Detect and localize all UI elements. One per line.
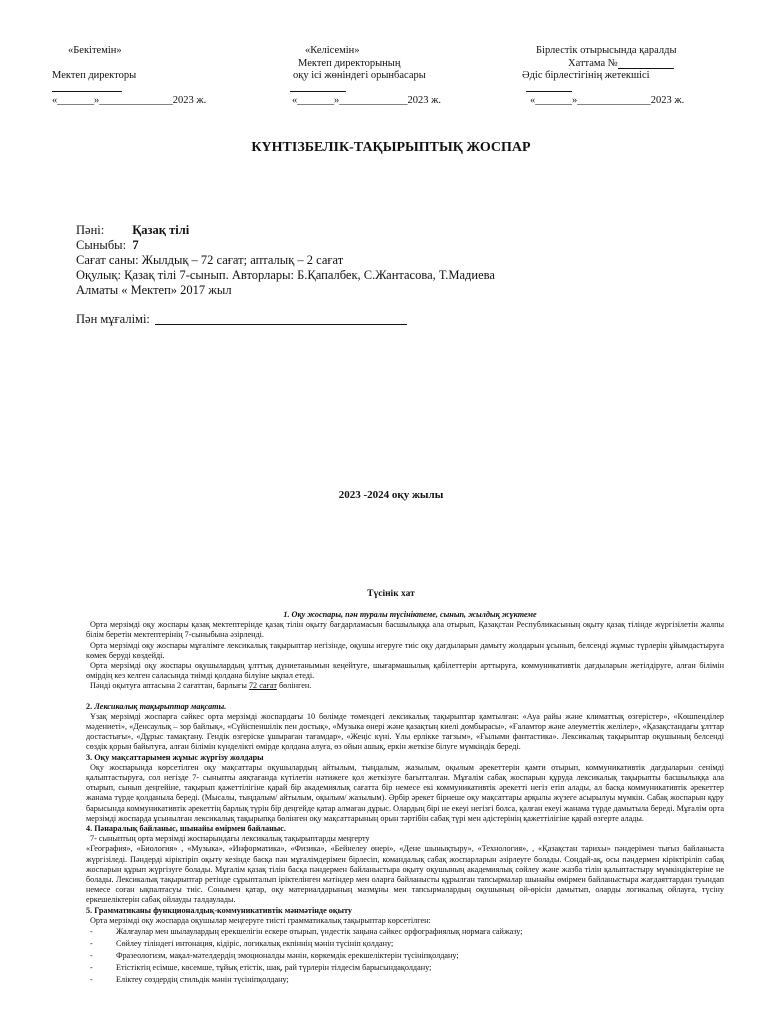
council-label: Бірлестік отырысында қаралды <box>536 45 677 56</box>
list-item: - Етістіктің есімше, көсемше, тұйық етістік, шақ, рай түрлерін тілдесім барысындақолдану; <box>86 962 724 974</box>
section-3-title: 3. Оқу мақсаттарымен жұмыс жүргізу жолдары <box>86 752 264 762</box>
section-4-title: 4. Пәнаралық байланыс, шынайы өмірмен байланыс. <box>86 824 286 834</box>
class-row <box>76 238 139 253</box>
document-title: КҮНТІЗБЕЛІК-ТАҚЫРЫПТЫҚ ЖОСПАР <box>251 140 531 155</box>
note-title: Түсінік хат <box>367 589 415 599</box>
textbook-row: Оқулық: Қазақ тілі 7-сынып. Авторлары: Б.Қапалбек, С.Жантасова, Т.Мадиева <box>76 268 495 282</box>
deputy-role-label: оқу ісі жөніндегі орынбасары <box>293 70 426 81</box>
protocol-number-label: Хаттама № <box>568 58 674 69</box>
section-2-title: 2. Лексикалық тақырыптар мақсаты. <box>86 701 227 711</box>
paragraph: 7- сыныптың орта мерзімді жоспарындағы лексикалық тақырыптарды меңгерту <box>90 834 370 844</box>
paragraph: Ұзақ мерзімді жоспарға сәйкес орта мерзімді жоспардағы 10 бөлімде төмендегі лексикалық тақырыптар қамтылған: «Ауа райы және климаттық өзгерістер», «Көшпенділер мәдениеті», «Денсаулық – зор байлық», «Сүйіспеншілік пен достық», «Музыка өнері және қазақтың киелі домбырасы», «Ғаламтор және әлеуметтік желілер», «Қазақстандағы ұлттар достастығы», «Дұрыс тамақтану. Гендік өзгеріске ұшыраған тағамдар», «Жеңіс күні. Ұлы ерлікке тағзым», «Ғылыми фантастика». Лексикалық тақырыптар оқушының белсенді сөздік қорын байытуға, алған білімін күнделікті өмірде қолдана алуға, өз ойын ашық, еркін жеткізе білуге мүмкіндік береді. <box>86 711 724 752</box>
agree-label: «Келісемін» <box>305 45 360 56</box>
list-item: - Сөйлеу тіліндегі интонация, кідіріс, логикалық екпіннің мәнін түсініп қолдану; <box>86 938 724 950</box>
paragraph: Оқу жоспарында көрсетілген оқу мақсаттары оқушылардың айтылым, тыңдалым, жазылым, оқылым әрекеттерін қамти отырып, коммуникативтік дағдыларын сенімді қалыптастыруға, сол негізде 7- сыныпты аяқтағанда күтілетін нәтижеге қол жеткізуге бағытталған. Мұғалім сабақ жоспарын құруда лексикалық тақырыпты басшылыққа ала отырып, сынып деңгейіне, тақырып қажеттілігіне қарай бір академиялық сағатта бір немесе екі коммуникативтік әрекетті негіз етіп алады, ал басқа коммуникативтік әрекеттер жанама түрде қолданыла береді. (Мысалы, тыңдалым/ айтылым, оқылым/ жазылым). Әрбір әрекет бірнеше оқу мақсаттары арқылы жүзеге асырылуы мүмкін. Сабақ жоспарын құру барысында коммуникативтік әрекеттің барлық түрін бір деңгейде қатар алмаған дұрыс. Олардың бірі не екеуі негізгі болса, қалған екеуі жанама түрде дамытыла береді. Мұғалім орта мерзімді жоспарда ұсынылған лексикалық тақырыпқа бөлінген оқу мақсаттарының орын тәртібін сабақ түрі мен әдістерінің қажеттілігіне қарай өзгерте алады. <box>86 762 724 823</box>
list-item: - Жалғаулар мен шылаулардың ерекшелігін ескере отырып, үндестік заңына сәйкес орфографиялық нормаға сайжазу; <box>86 926 724 938</box>
academic-year: 2023 -2024 оқу жылы <box>338 489 444 501</box>
list-item: - Фразеологизм, мақал-мәтелдердің эмоционалды мәнін, көркемдік ерекшеліктерін түсініпқолдану; <box>86 950 724 962</box>
signature-line <box>526 91 572 92</box>
subject-value: Қазақ тілі <box>132 223 190 237</box>
paragraph: Орта мерзімді оқу жоспары мұғалімге лексикалық тақырыптар негізінде, оқушы игеруге тиіс оқу дағдыларын дамыту жолдарын ұсынып, белсенді жұмыс түрлерін ұйымдастыруға көмек беруді көздейді. <box>86 640 724 660</box>
paragraph: Орта мерзімді оқу жоспарда оқушылар меңгеруге тиісті грамматикалық тақырыптар көрсетілген: <box>90 915 431 925</box>
class-value: 7 <box>132 238 139 252</box>
paragraph: Пәнді оқытуға аптасына 2 сағаттан, барлығы 72 сағат бөлінген. <box>90 681 312 691</box>
deputy-label: Мектеп директорының <box>298 58 401 69</box>
council-date: «_______»______________2023 ж. <box>530 95 685 106</box>
signature-line <box>52 91 122 92</box>
director-label: Мектеп директоры <box>52 70 137 81</box>
approve-date: «_______»______________2023 ж. <box>52 95 207 106</box>
section-5-title: 5. Грамматиканы функционалдық-коммуникативтік мәнмәтінде оқыту <box>86 905 352 915</box>
paragraph: Орта мерзімді оқу жоспары оқушылардың ұлттық дүниетанымын кеңейтуге, шығармашылық қабілеттерін арттыруға, коммуникативтік дағдыларын жетілдіруге, алған білімін өмірдің кез келген саласында тиімді қолдана білуіне ықпал етеді. <box>86 661 724 681</box>
signature-line <box>290 91 346 92</box>
agree-date: «_______»_____________2023 ж. <box>292 95 442 106</box>
note-body <box>86 610 724 986</box>
method-head-label: Әдіс бірлестігінің жетекшісі <box>522 70 650 81</box>
teacher-label: Пән мұғалімі: <box>76 312 150 326</box>
publisher-row: Алматы « Мектеп» 2017 жыл <box>76 283 232 297</box>
subject-label: Пәні: <box>76 223 105 237</box>
paragraph: Орта мерзімді оқу жоспары қазақ мектептерінде қазақ тілін оқыту бағдарламасын басшылыққа ала отырып, Қазақстан Республикасының оқыту қазақ тілінде жүргізілетін жалпы білім беретін мектептерінің 7-сыныбына әзірленді. <box>86 620 724 640</box>
approve-label: «Бекітемін» <box>68 45 122 56</box>
paragraph: «География», «Биология» , «Музыка», «Информатика», «Физика», «Бейнелеу өнері», «Дене шынықтыру», «Технология», , «Қазақстан тарихы» пәндерімен тығыз байланыста жүргізіледі. Пәндерді кіріктіріп оқыту кезінде басқа пән мұғалімдерімен бірлесіп, командалық сабақ жоспарларын әзірлеуге болады. Сондай-ақ, осы пәндермен кіріктіріліп сабақ жоспарын құрып жүргізуге болады. Мұғалім қазақ тілін басқа пәндермен байланыстыра оқыту оқушының академиялық сөйлеу және жазба тілін қалыптастыру мүмкіндіктеріне не болады. Лексикалық тақырыптар ретінде сұрыпталып іріктелінген мәтіндер мен оларға байланысты құрылған тапсырмалар шынайы өмірмен байланыстыра жағдаяттардан туындап немесе соған ықпалтасуы тиіс. Сонымен қатар, оқу материалдарының мазмұны мен тапсырмалардың оқушының ой-өрісін дамытып, оларды логикалық ойлауға, түсіну еркешеліктерін сабақ ойлауды талдаулады. <box>86 844 724 905</box>
list-item: - Еліктеу сөздердің стильдік мәнін түсініпқолдану; <box>86 974 724 986</box>
class-label: Сыныбы: <box>76 238 127 252</box>
section-1-title: 1. Оқу жоспары, пән туралы түсініктеме, сынып, жылдық жүктеме <box>283 610 537 619</box>
teacher-signature-line <box>155 324 407 325</box>
grammar-list <box>86 926 724 986</box>
subject-row <box>76 223 189 238</box>
teacher-row <box>76 312 150 327</box>
hours-row: Сағат саны: Жылдық – 72 сағат; апталық – 2 сағат <box>76 253 344 267</box>
